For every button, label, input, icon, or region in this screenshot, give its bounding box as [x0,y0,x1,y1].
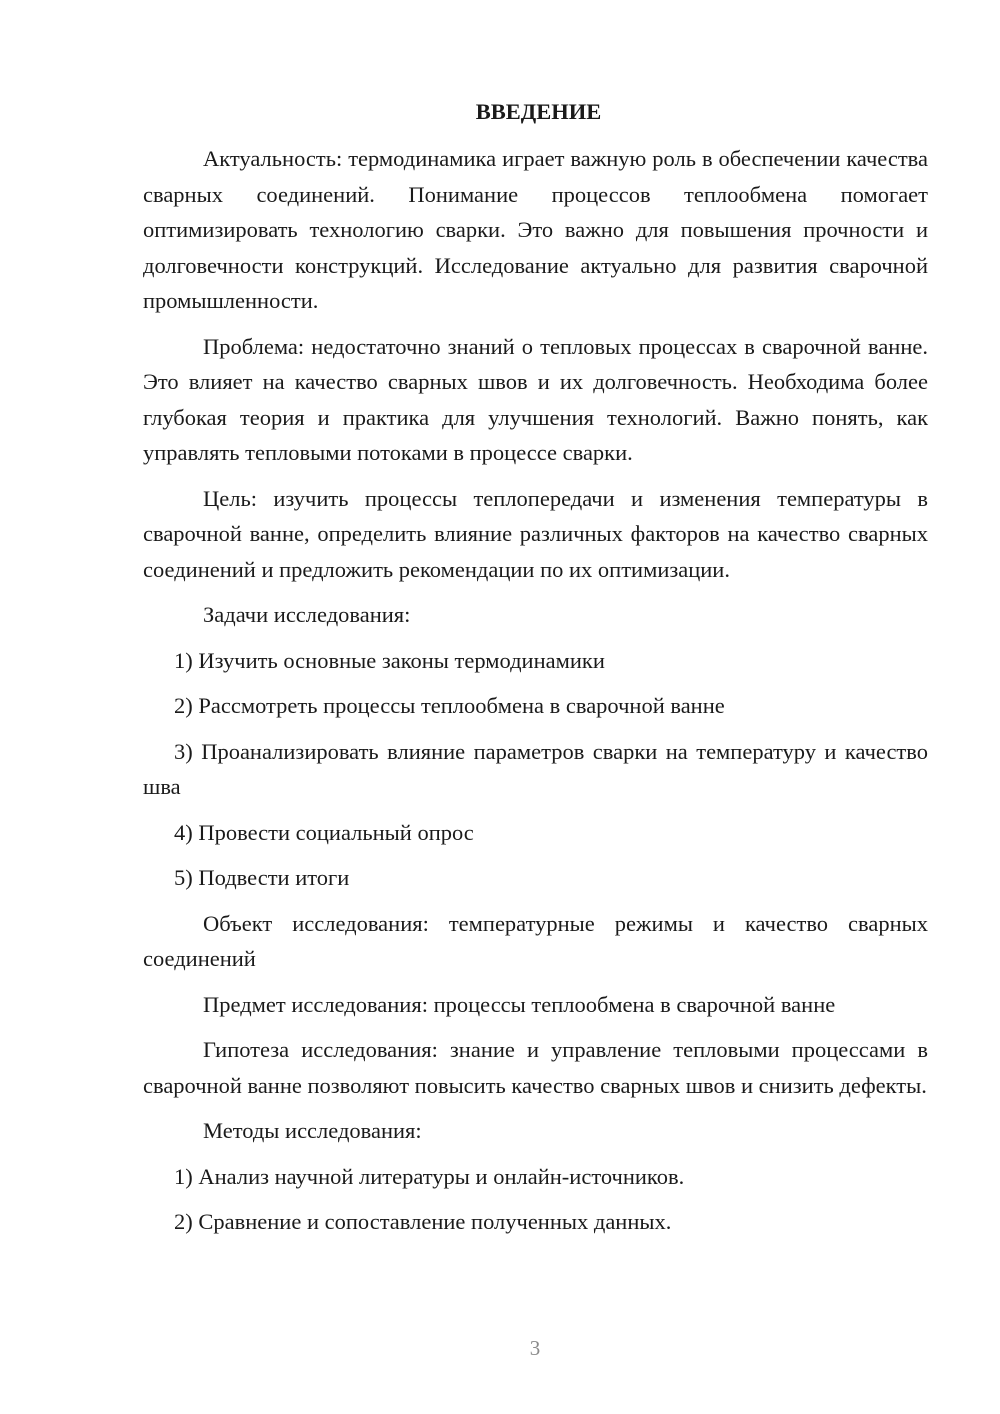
task-item: 3) Проанализировать влияние параметров сварки на температуру и качество шва [143,738,928,799]
hypothesis-paragraph: Гипотеза исследования: знание и управление тепловыми процессами в сварочной ванне позволяют повысить качество сварных швов и снизить дефекты. [143,1037,928,1098]
task-item: 1) Изучить основные законы термодинамики [174,647,605,673]
methods-heading: Методы исследования: [203,1118,422,1143]
page-body [143,94,928,1250]
page-number: 3 [529,1336,541,1360]
task-item: 4) Провести социальный опрос [174,819,474,845]
task-item: 2) Рассмотреть процессы теплообмена в сварочной ванне [174,693,725,718]
task-item: 5) Подвести итоги [174,865,350,890]
tasks-heading: Задачи исследования: [203,602,411,627]
object-paragraph: Объект исследования: температурные режимы и качество сварных соединений [143,910,928,971]
goal-paragraph: Цель: изучить процессы теплопередачи и изменения температуры в сварочной ванне, определить влияние различных факторов на качество сварных соединений и предложить рекомендации по их оптимизации. [143,485,928,582]
method-item: 1) Анализ научной литературы и онлайн-источников. [174,1163,685,1189]
subject-paragraph: Предмет исследования: процессы теплообмена в сварочной ванне [203,991,836,1017]
method-item: 2) Сравнение и сопоставление полученных данных. [174,1209,672,1234]
relevance-paragraph: Актуальность: термодинамика играет важную роль в обеспечении качества сварных соединений. Понимание процессов теплообмена помогает оптимизировать технологию сварки. Это важно для повышения прочности и долговечности конструкций. Исследование актуально для развития сварочной промышленности. [143,146,928,313]
problem-paragraph: Проблема: недостаточно знаний о тепловых процессах в сварочной ванне. Это влияет на качество сварных швов и их долговечность. Необходима более глубокая теория и практика для улучшения технологий. Важно понять, как управлять тепловыми потоками в процессе сварки. [143,333,928,465]
section-title: ВВЕДЕНИЕ [475,99,602,124]
